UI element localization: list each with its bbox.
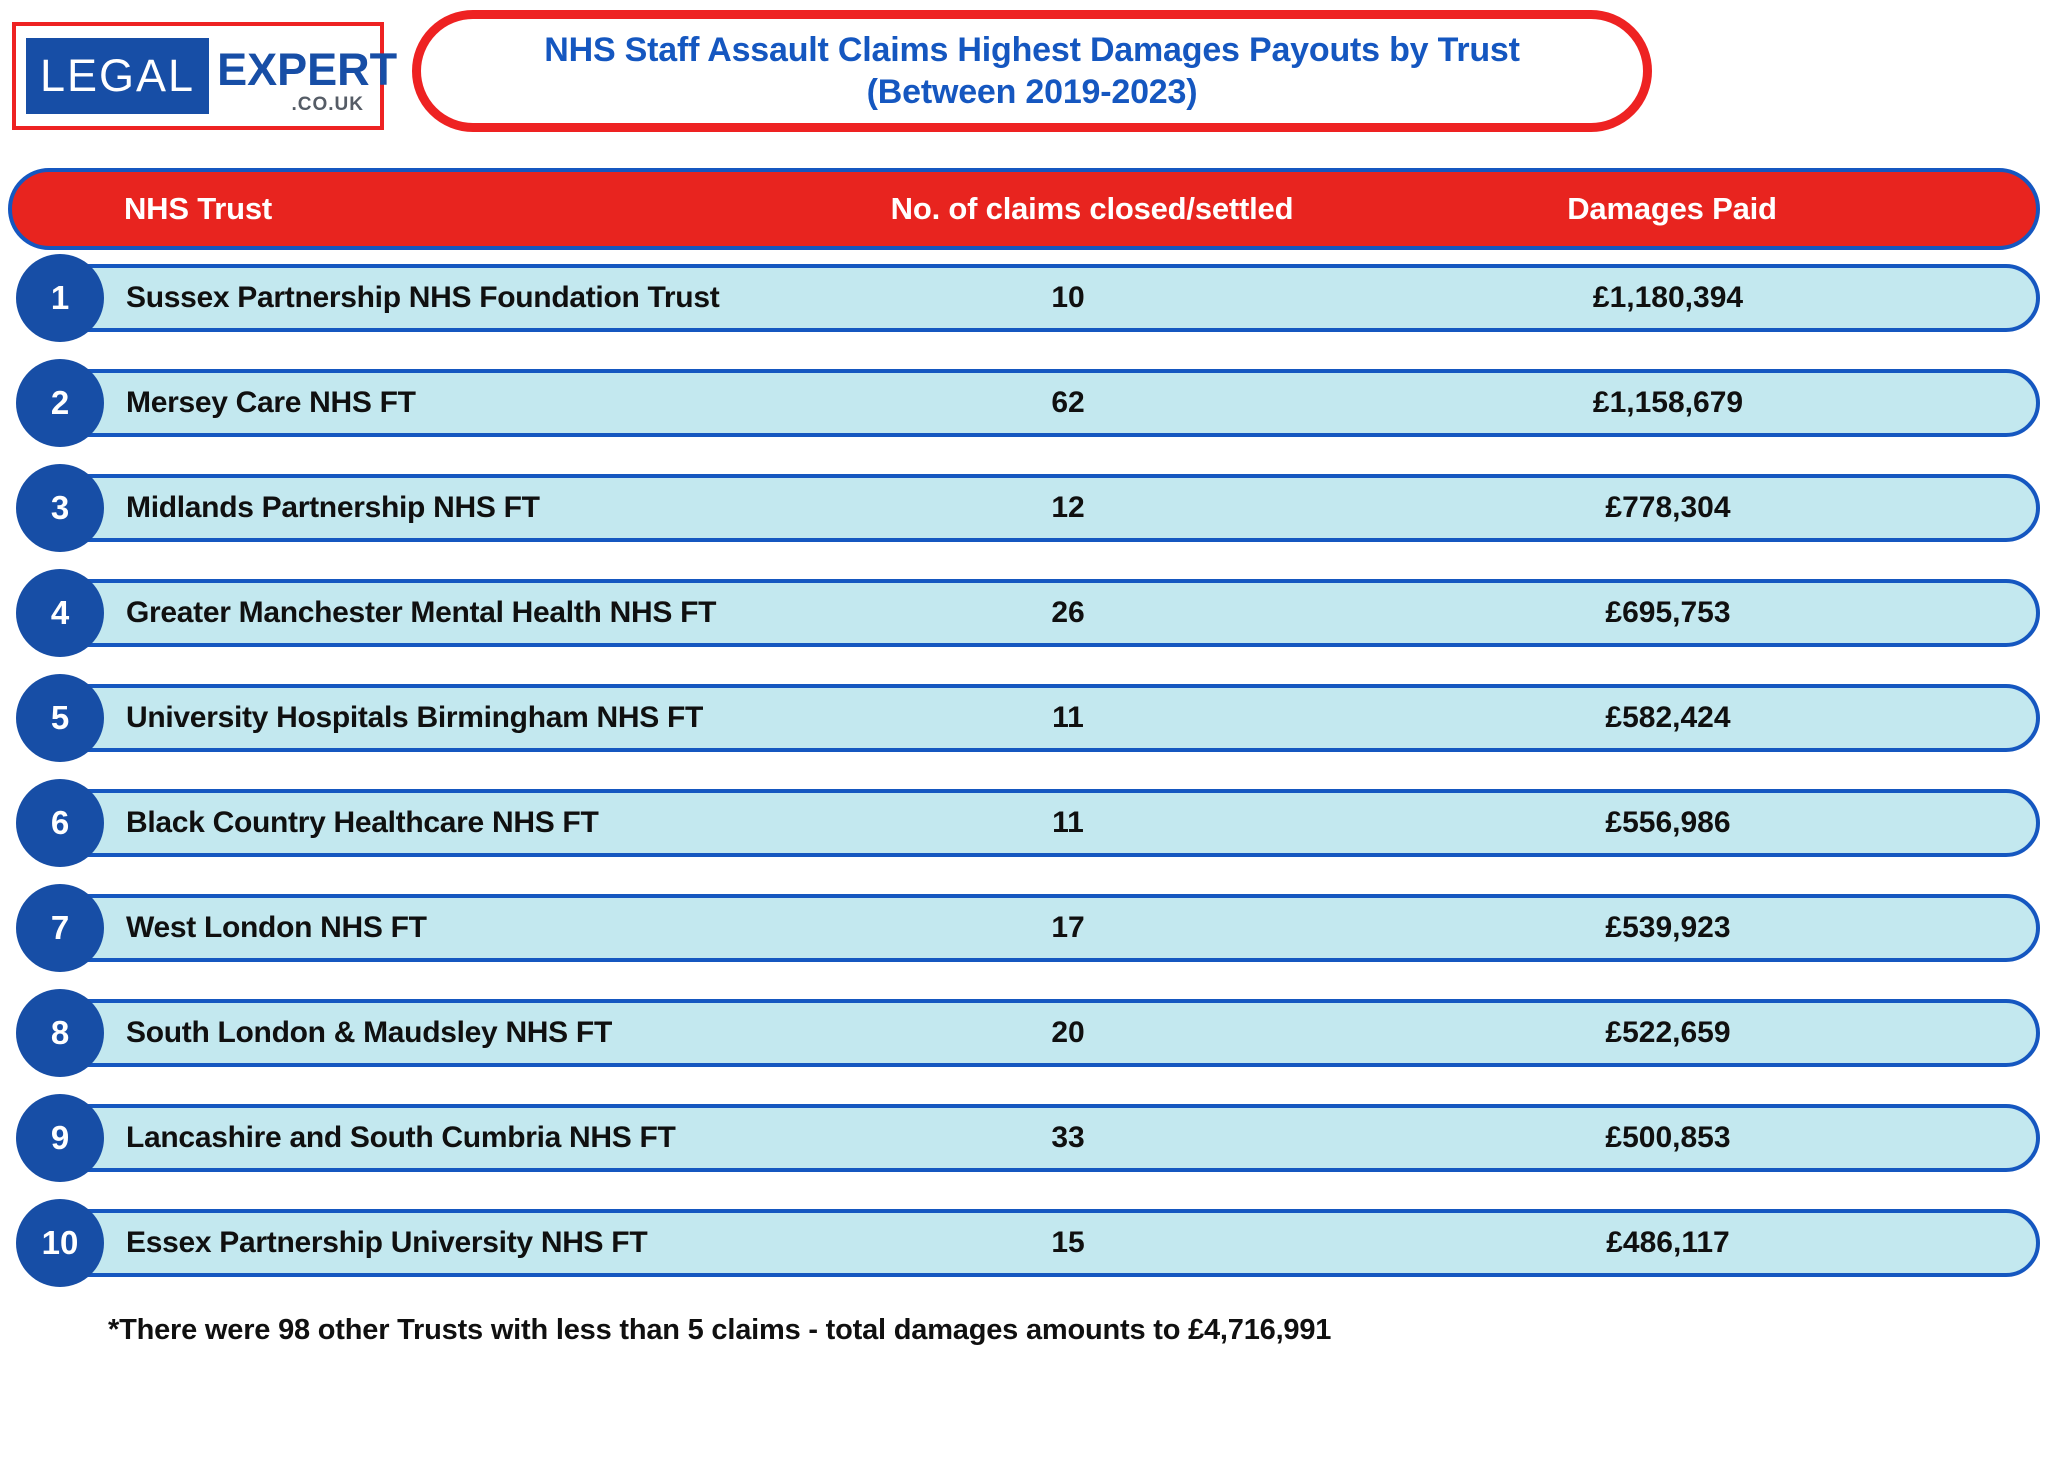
- logo-expert-text: EXPERT: [217, 44, 398, 95]
- table-row: [8, 894, 2040, 962]
- logo-legal-text: LEGAL: [26, 38, 209, 114]
- cell-trust-name: Black Country Healthcare NHS FT: [126, 806, 599, 839]
- title-pill: [412, 10, 1652, 132]
- cell-trust-name: West London NHS FT: [126, 911, 427, 944]
- table-footnote: *There were 98 other Trusts with less than 5 claims - total damages amounts to £4,716,991: [108, 1314, 1332, 1346]
- column-header-trust: NHS Trust: [124, 191, 273, 226]
- cell-claims-count: 11: [1052, 806, 1084, 839]
- cell-claims-count: 11: [1052, 701, 1084, 734]
- cell-damages-paid: £539,923: [1605, 911, 1731, 944]
- rank-badge: 6: [16, 779, 104, 867]
- cell-damages-paid: £582,424: [1605, 701, 1731, 734]
- rank-badge: 8: [16, 989, 104, 1077]
- legal-expert-logo[interactable]: [12, 22, 398, 130]
- cell-trust-name: South London & Maudsley NHS FT: [126, 1016, 612, 1049]
- table-row: [8, 999, 2040, 1067]
- cell-trust-name: Mersey Care NHS FT: [126, 386, 416, 419]
- rank-badge: 10: [16, 1199, 104, 1287]
- cell-damages-paid: £778,304: [1605, 491, 1731, 524]
- cell-claims-count: 17: [1051, 911, 1085, 944]
- rank-badge: 3: [16, 464, 104, 552]
- page-title-line1: NHS Staff Assault Claims Highest Damages Payouts by Trust: [544, 30, 1520, 69]
- table-row: [8, 789, 2040, 857]
- cell-trust-name: Sussex Partnership NHS Foundation Trust: [126, 281, 720, 314]
- cell-claims-count: 15: [1051, 1226, 1085, 1259]
- cell-damages-paid: £695,753: [1605, 596, 1731, 629]
- cell-claims-count: 20: [1051, 1016, 1085, 1049]
- column-header-damages: Damages Paid: [1567, 191, 1777, 226]
- cell-trust-name: University Hospitals Birmingham NHS FT: [126, 701, 704, 734]
- cell-claims-count: 33: [1051, 1121, 1085, 1154]
- table-row: [8, 474, 2040, 542]
- cell-trust-name: Midlands Partnership NHS FT: [126, 491, 540, 524]
- cell-claims-count: 26: [1051, 596, 1085, 629]
- table-row: [8, 1104, 2040, 1172]
- cell-claims-count: 62: [1051, 386, 1085, 419]
- cell-damages-paid: £522,659: [1605, 1016, 1731, 1049]
- logo-right-block: [209, 38, 398, 115]
- table-row: [8, 369, 2040, 437]
- table-row: [8, 684, 2040, 752]
- table-body: [8, 264, 2040, 1277]
- table-row: [8, 579, 2040, 647]
- rank-badge: 4: [16, 569, 104, 657]
- cell-trust-name: Essex Partnership University NHS FT: [126, 1226, 648, 1259]
- rank-badge: 2: [16, 359, 104, 447]
- cell-damages-paid: £486,117: [1606, 1226, 1730, 1259]
- cell-damages-paid: £500,853: [1605, 1121, 1731, 1154]
- cell-damages-paid: £556,986: [1605, 806, 1731, 839]
- rank-badge: 5: [16, 674, 104, 762]
- column-header-claims: No. of claims closed/settled: [890, 191, 1294, 226]
- header-bar: [0, 0, 2048, 156]
- cell-claims-count: 10: [1051, 281, 1085, 314]
- rankings-table: [8, 168, 2040, 1347]
- logo-inner: [26, 38, 398, 115]
- cell-claims-count: 12: [1051, 491, 1085, 524]
- cell-damages-paid: £1,180,394: [1592, 281, 1744, 314]
- rank-badge: 1: [16, 254, 104, 342]
- table-row: [8, 264, 2040, 332]
- table-header-row: [8, 168, 2040, 250]
- page-title-line2: (Between 2019-2023): [866, 73, 1198, 111]
- rank-badge: 7: [16, 884, 104, 972]
- cell-damages-paid: £1,158,679: [1592, 386, 1744, 419]
- logo-tld-text: .CO.UK: [291, 94, 364, 115]
- rank-badge: 9: [16, 1094, 104, 1182]
- cell-trust-name: Lancashire and South Cumbria NHS FT: [126, 1121, 676, 1154]
- table-row: [8, 1209, 2040, 1277]
- cell-trust-name: Greater Manchester Mental Health NHS FT: [126, 596, 717, 629]
